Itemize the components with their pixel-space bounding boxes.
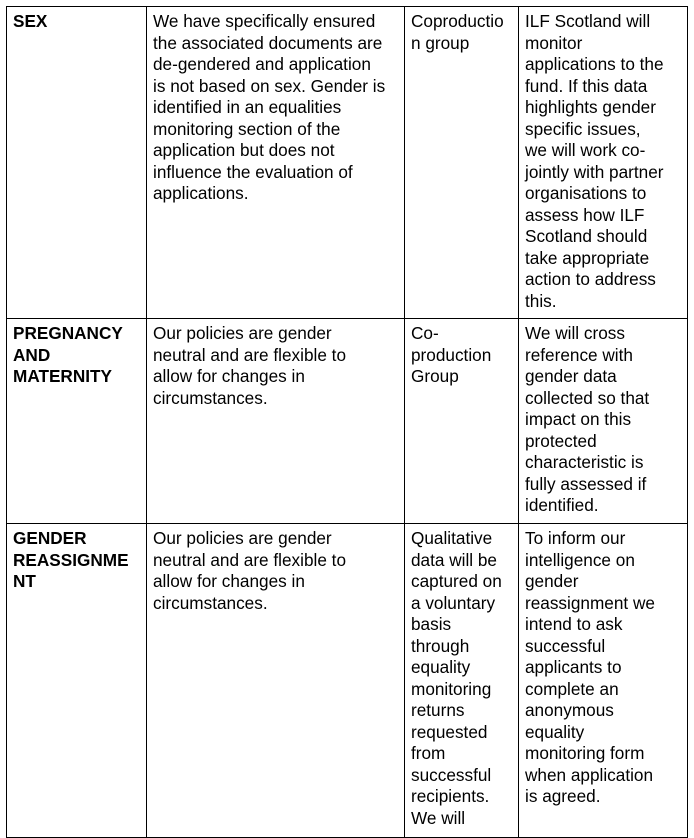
monitoring-cell [519,524,688,838]
responsible-cell [405,319,519,524]
monitoring-cell [519,319,688,524]
action-text: We have specifically ensured the associated documents are de-gendered and application is not based on sex. Gender is identified in an equalities monitoring section of the application but does not influence the evaluation of applications. [153,11,386,203]
monitoring-text: To inform our intelligence on gender reassignment we intend to ask successful applicants to complete an anonymous equality monitoring form when application is agreed. [525,528,655,806]
table-row-gender-reassignment [7,524,688,838]
action-text: Our policies are gender neutral and are flexible to allow for changes in circumstances. [153,323,347,408]
equality-impact-table [6,6,688,838]
responsible-text: Coproductio n group [411,11,504,53]
table-row-pregnancy-maternity [7,319,688,524]
action-cell [147,319,405,524]
table-row-sex [7,7,688,319]
monitoring-text: We will cross reference with gender data collected so that impact on this protected characteristic is fully assessed if identified. [525,323,650,515]
action-cell [147,7,405,319]
responsible-text: Qualitative data will be captured on a voluntary basis through equality monitoring returns requested from successful recipients. We will [411,528,502,828]
monitoring-text: ILF Scotland will monitor applications to the fund. If this data highlights gender specific issues, we will work co- jointly with partner organisations to assess how ILF Scotland should take appropriate action to address this. [525,11,664,311]
action-text: Our policies are gender neutral and are flexible to allow for changes in circumstances. [153,528,347,613]
characteristic-cell [7,7,147,319]
characteristic-label: PREGNANCY AND MATERNITY [13,323,123,386]
responsible-cell [405,7,519,319]
characteristic-cell [7,524,147,838]
action-cell [147,524,405,838]
monitoring-cell [519,7,688,319]
responsible-cell [405,524,519,838]
characteristic-cell [7,319,147,524]
characteristic-label: SEX [13,11,48,31]
characteristic-label: GENDER REASSIGNME NT [13,528,129,591]
responsible-text: Co- production Group [411,323,492,386]
